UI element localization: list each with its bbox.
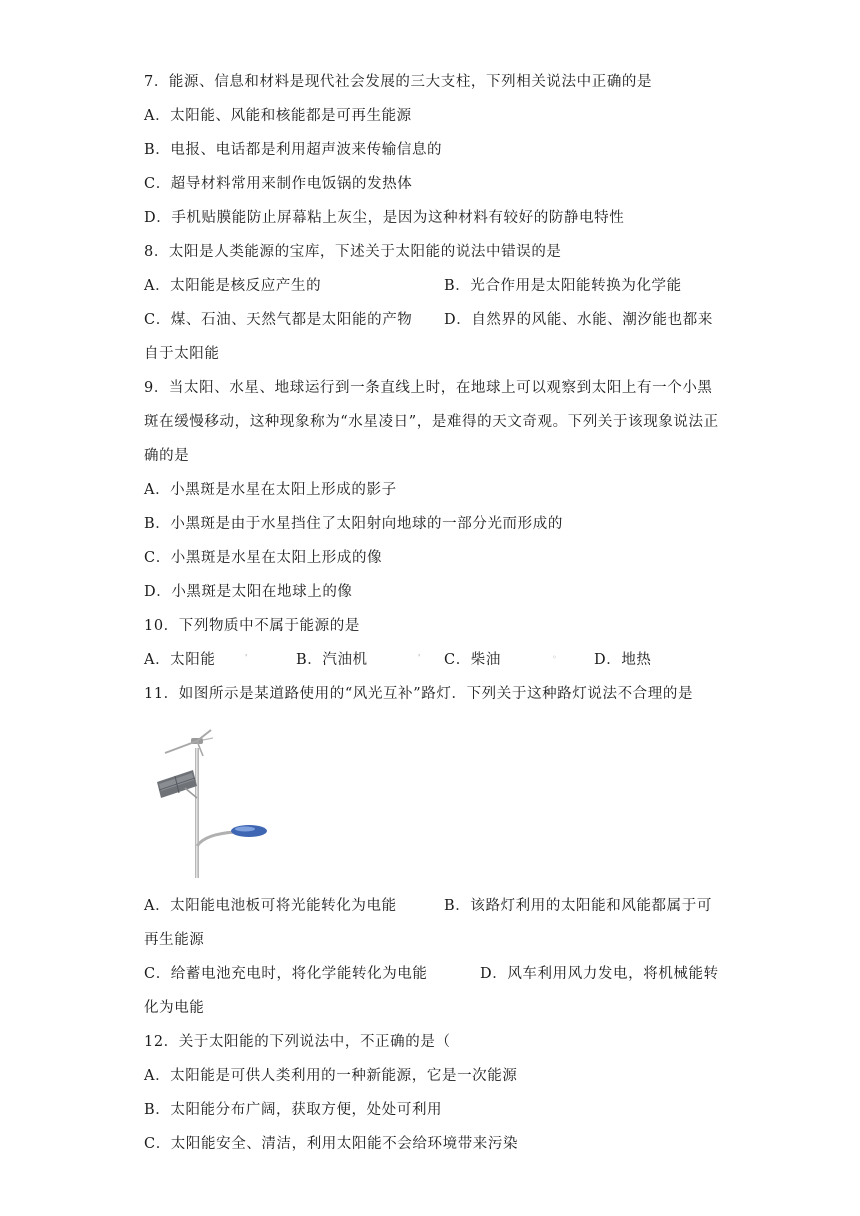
- q8-option-c: C．煤、石油、天然气都是太阳能的产物: [144, 312, 413, 328]
- q10-option-c: C．柴油: [444, 652, 501, 668]
- q7-option-b: B．电报、电话都是利用超声波来传输信息的: [144, 142, 443, 158]
- q7-stem: 7．能源、信息和材料是现代社会发展的三大支柱，下列相关说法中正确的是: [144, 74, 653, 90]
- q8-option-d: D．自然界的风能、水能、潮汐能也都来: [444, 312, 713, 328]
- q8-option-b: B．光合作用是太阳能转换为化学能: [444, 278, 682, 294]
- separator-mark: ': [418, 653, 421, 662]
- q12-option-b: B．太阳能分布广阔，获取方便，处处可利用: [144, 1102, 443, 1118]
- q11-stem: 11．如图所示是某道路使用的“风光互补”路灯．下列关于这种路灯说法不合理的是: [144, 686, 694, 702]
- q11-option-b-continued: 再生能源: [144, 932, 205, 948]
- street-light-figure: [145, 720, 275, 880]
- q11-option-b: B．该路灯利用的太阳能和风能都属于可: [444, 898, 712, 914]
- q10-option-b: B．汽油机: [296, 652, 368, 668]
- separator-mark: ◦: [552, 653, 557, 662]
- q9-stem-line2: 斑在缓慢移动，这种现象称为“水星凌日”，是难得的天文奇观。下列关于该现象说法正: [144, 414, 719, 430]
- q11-option-d-continued: 化为电能: [144, 1000, 205, 1016]
- q12-option-c: C．太阳能安全、清洁，利用太阳能不会给环境带来污染: [144, 1136, 519, 1152]
- q9-option-b: B．小黑斑是由于水星挡住了太阳射向地球的一部分光而形成的: [144, 516, 563, 532]
- q9-stem-line3: 确的是: [144, 448, 190, 464]
- separator-mark: ': [245, 653, 248, 662]
- q9-stem-line1: 9．当太阳、水星、地球运行到一条直线上时，在地球上可以观察到太阳上有一个小黑: [144, 380, 713, 396]
- q8-option-a: A．太阳能是核反应产生的: [144, 278, 322, 294]
- q11-option-d: D．风车利用风力发电，将机械能转: [480, 966, 719, 982]
- q11-option-c: C．给蓄电池充电时，将化学能转化为电能: [144, 966, 428, 982]
- q12-option-a: A．太阳能是可供人类利用的一种新能源，它是一次能源: [144, 1068, 518, 1084]
- q9-option-a: A．小黑斑是水星在太阳上形成的影子: [144, 482, 397, 498]
- q12-stem: 12．关于太阳能的下列说法中，不正确的是（: [144, 1034, 451, 1050]
- q8-stem: 8．太阳是人类能源的宝库，下述关于太阳能的说法中错误的是: [144, 244, 562, 260]
- q7-option-c: C．超导材料常用来制作电饭锅的发热体: [144, 176, 413, 192]
- q7-option-a: A．太阳能、风能和核能都是可再生能源: [144, 108, 412, 124]
- q10-option-d: D．地热: [594, 652, 652, 668]
- wind-solar-street-light-icon: [145, 720, 275, 880]
- q10-option-a: A．太阳能: [144, 652, 216, 668]
- q10-stem: 10．下列物质中不属于能源的是: [144, 618, 360, 634]
- q7-option-d: D．手机贴膜能防止屏幕粘上灰尘，是因为这种材料有较好的防静电特性: [144, 210, 625, 226]
- q9-option-c: C．小黑斑是水星在太阳上形成的像: [144, 550, 383, 566]
- q8-option-d-continued: 自于太阳能: [144, 346, 220, 362]
- q11-option-a: A．太阳能电池板可将光能转化为电能: [144, 898, 397, 914]
- q9-option-d: D．小黑斑是太阳在地球上的像: [144, 584, 353, 600]
